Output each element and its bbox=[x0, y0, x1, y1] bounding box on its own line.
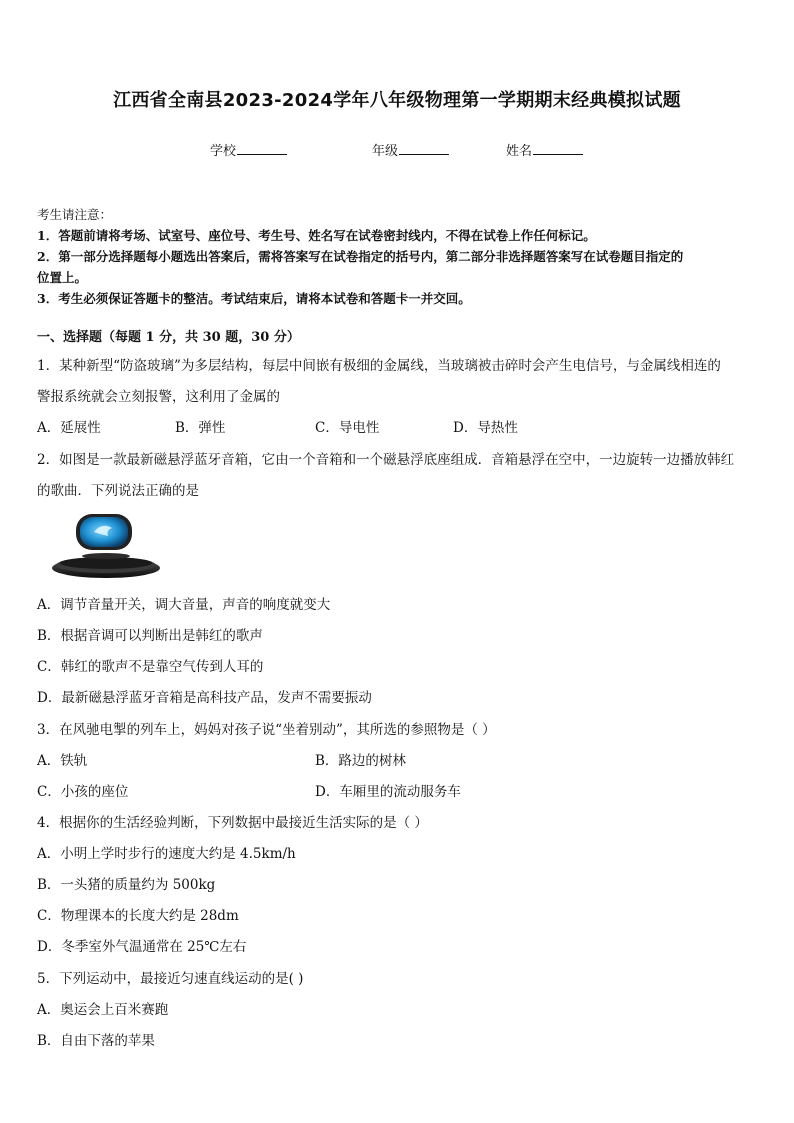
q4-option-b[interactable]: B．一头猪的质量约为 500kg bbox=[37, 877, 216, 893]
q5-option-b[interactable]: B．自由下落的苹果 bbox=[37, 1033, 155, 1049]
q2-option-b[interactable]: B．根据音调可以判断出是韩红的歌声 bbox=[37, 628, 263, 644]
q1-stem-line1: 1．某种新型“防盗玻璃”为多层结构，每层中间嵌有极细的金属线，当玻璃被击碎时会产生电信号，与金属线相连的 bbox=[37, 358, 721, 374]
q2-stem-line1: 2．如图是一款最新磁悬浮蓝牙音箱，它由一个音箱和一个磁悬浮底座组成．音箱悬浮在空中，一边旋转一边播放韩红 bbox=[37, 452, 735, 468]
q4-option-a[interactable]: A．小明上学时步行的速度大约是 4.5km/h bbox=[37, 846, 296, 862]
q2-stem-line2: 的歌曲．下列说法正确的是 bbox=[37, 483, 199, 499]
school-label: 学校 bbox=[210, 144, 237, 159]
q2-option-a[interactable]: A．调节音量开关，调大音量，声音的响度就变大 bbox=[37, 597, 331, 613]
name-field[interactable] bbox=[506, 140, 583, 159]
page-title: 江西省全南县2023-2024学年八年级物理第一学期期末经典模拟试题 bbox=[113, 90, 681, 111]
grade-field[interactable] bbox=[372, 140, 449, 159]
q3-option-c[interactable]: C．小孩的座位 bbox=[37, 784, 129, 800]
notice-heading: 考生请注意： bbox=[37, 207, 113, 222]
grade-label: 年级 bbox=[372, 144, 399, 159]
q3-option-b[interactable]: B．路边的树林 bbox=[315, 753, 406, 769]
q4-stem: 4．根据你的生活经验判断，下列数据中最接近生活实际的是（ ） bbox=[37, 815, 428, 831]
q1-option-b[interactable]: B．弹性 bbox=[175, 420, 226, 436]
notice-item: 位置上。 bbox=[37, 270, 88, 285]
grade-blank[interactable] bbox=[399, 142, 449, 155]
q1-stem-line2: 警报系统就会立刻报警，这利用了金属的 bbox=[37, 389, 280, 405]
name-label: 姓名 bbox=[506, 144, 533, 159]
q5-option-a[interactable]: A．奥运会上百米赛跑 bbox=[37, 1002, 169, 1018]
notice-item: 1．答题前请将考场、试室号、座位号、考生号、姓名写在试卷密封线内，不得在试卷上作任何标记。 bbox=[37, 228, 596, 243]
q1-option-d[interactable]: D．导热性 bbox=[453, 420, 518, 436]
school-field[interactable] bbox=[210, 140, 287, 159]
q1-option-c[interactable]: C．导电性 bbox=[315, 420, 380, 436]
q5-stem: 5．下列运动中，最接近匀速直线运动的是( ) bbox=[37, 971, 304, 987]
q2-option-c[interactable]: C．韩红的歌声不是靠空气传到人耳的 bbox=[37, 659, 264, 675]
notice-item: 3．考生必须保证答题卡的整洁。考试结束后，请将本试卷和答题卡一并交回。 bbox=[37, 291, 471, 306]
q1-option-a[interactable]: A．延展性 bbox=[37, 420, 101, 436]
q4-option-c[interactable]: C．物理课本的长度大约是 28dm bbox=[37, 908, 239, 924]
q2-option-d[interactable]: D．最新磁悬浮蓝牙音箱是高科技产品，发声不需要振动 bbox=[37, 690, 372, 706]
q3-option-a[interactable]: A．铁轨 bbox=[37, 753, 88, 769]
q4-option-d[interactable]: D．冬季室外气温通常在 25℃左右 bbox=[37, 939, 247, 955]
name-blank[interactable] bbox=[533, 142, 583, 155]
section-title: 一、选择题（每题 1 分，共 30 题，30 分） bbox=[37, 330, 300, 345]
q3-option-d[interactable]: D．车厢里的流动服务车 bbox=[315, 784, 461, 800]
q3-stem: 3．在风驰电掣的列车上，妈妈对孩子说“坐着别动”，其所选的参照物是（ ） bbox=[37, 722, 496, 738]
maglev-speaker-image bbox=[50, 510, 165, 582]
notice-item: 2．第一部分选择题每小题选出答案后，需将答案写在试卷指定的括号内，第二部分非选择题答案写在试卷题目指定的 bbox=[37, 249, 684, 264]
school-blank[interactable] bbox=[237, 142, 287, 155]
notice-block bbox=[37, 204, 761, 309]
